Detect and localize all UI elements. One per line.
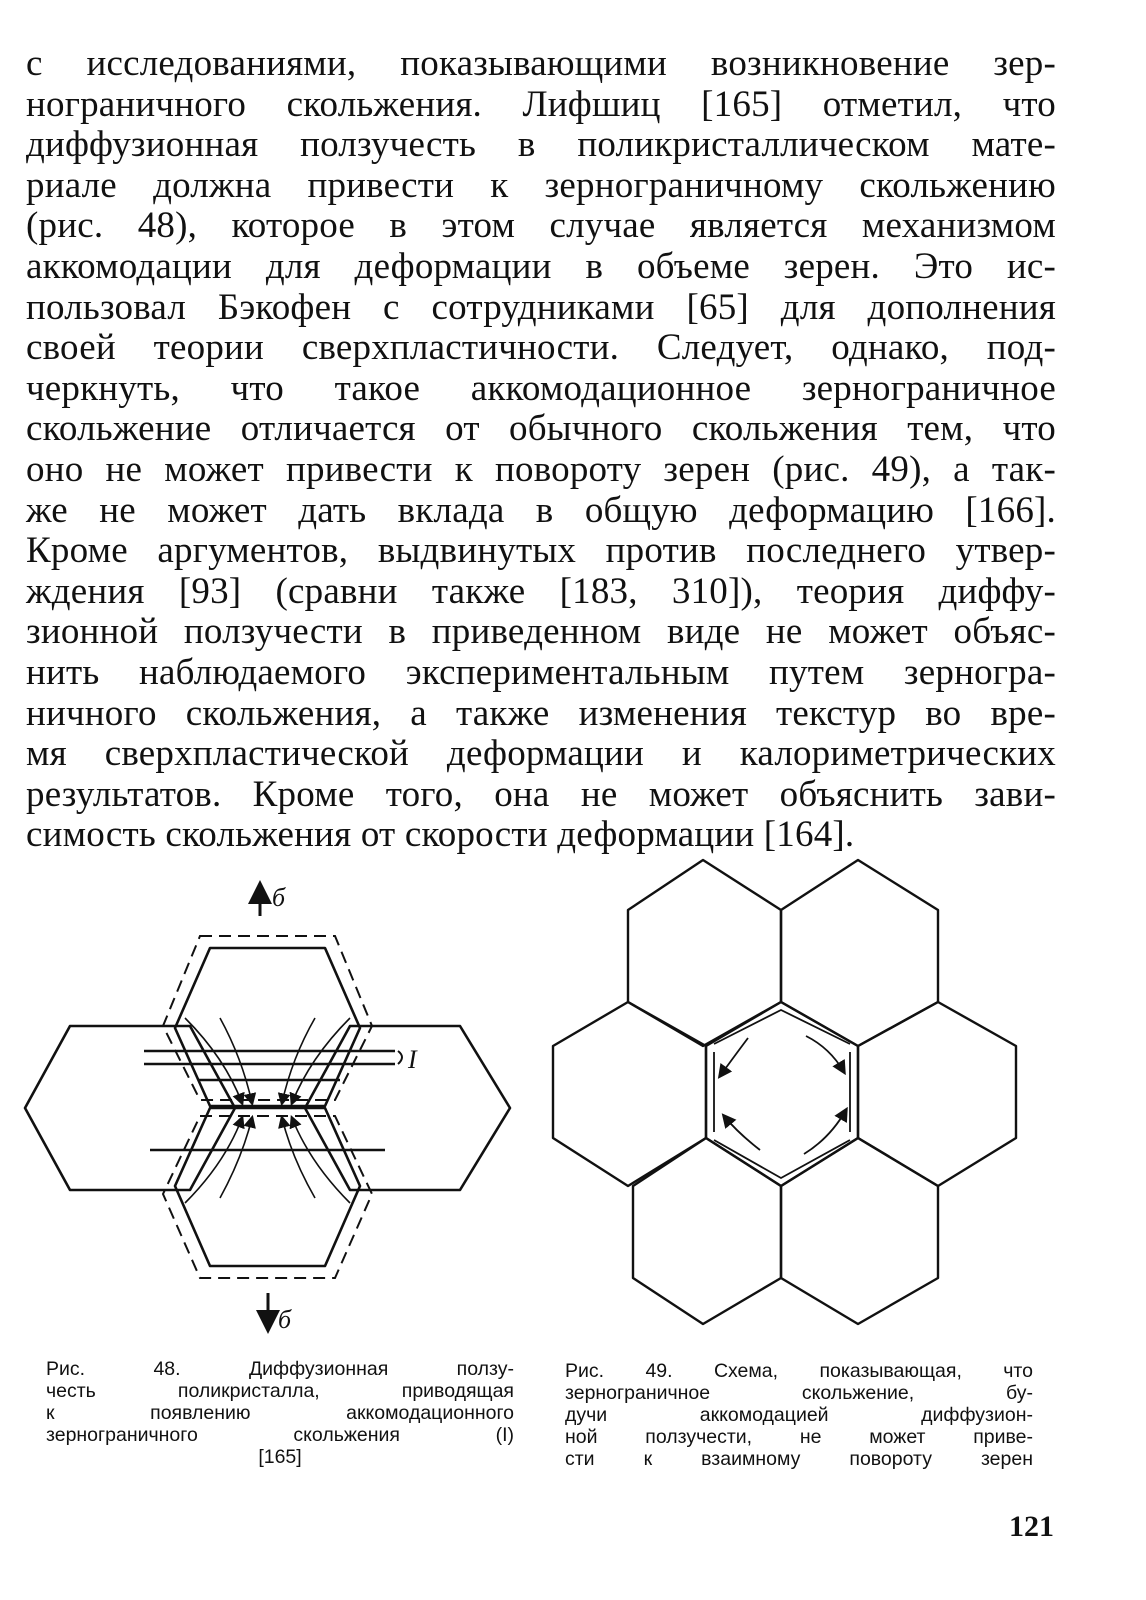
body-paragraph (26, 44, 1056, 856)
text-line: результатов. Кроме того, она не может объяснить зави- (26, 773, 1056, 815)
caption-line: Рис. 48. Диффузионная ползу- (46, 1358, 514, 1380)
figure-49-caption (565, 1360, 1033, 1470)
caption-line: Рис. 49. Схема, показывающая, что (565, 1360, 1033, 1382)
caption-line: [165] (258, 1446, 302, 1468)
text-line: скольжение отличается от обычного скольжения тем, что (26, 408, 1056, 450)
text-line: ждения [93] (сравни также [183, 310]), теория диффу- (26, 570, 1056, 612)
text-line: аккомодации для деформации в объеме зерен. Это ис- (26, 245, 1056, 287)
text-line: пользовал Бэкофен с сотрудниками [65] для дополнения (26, 286, 1056, 328)
grain-center (706, 1002, 858, 1186)
text-line: с исследованиями, показывающими возникновение зер- (26, 43, 1056, 84)
region-I-label: I (408, 1045, 417, 1074)
grain-right (858, 1002, 1016, 1186)
caption-line: дучи аккомодацией диффузион- (565, 1404, 1033, 1426)
text-line: нить наблюдаемого экспериментальным путем зерногра- (26, 651, 1056, 693)
text-line: мя сверхпластической деформации и калориметрических (26, 733, 1056, 775)
stress-top-label: б (272, 883, 286, 912)
text-line: ничного скольжения, а также изменения текстур во вре- (26, 692, 1056, 734)
caption-line: зернограничное скольжение, бу- (565, 1382, 1033, 1404)
grain-top-dashed (163, 936, 372, 1100)
caption-line: к появлению аккомодационного (46, 1402, 514, 1424)
text-line: Кроме аргументов, выдвинутых против последнего утвер- (26, 530, 1056, 572)
caption-line: зернограничного скольжения (I) (46, 1424, 514, 1446)
figure-49-drawing (548, 858, 1038, 1328)
text-line: симость скольжения от скорости деформации [164]. (26, 814, 855, 856)
grain-top-right (781, 860, 938, 1046)
text-line: риале должна привести к зернограничному скольжению (26, 164, 1056, 206)
text-line: нограничного скольжения. Лифшиц [165] отметил, что (26, 83, 1056, 125)
figure-48-drawing (20, 868, 520, 1348)
text-line: зионной ползучести в приведенном виде не может объяс- (26, 611, 1056, 653)
text-line: черкнуть, что такое аккомодационное зернограничное (26, 367, 1056, 409)
grain-top-left (628, 860, 781, 1046)
figure-49-hexagonal-grains (548, 858, 1038, 1328)
caption-line: ной ползучести, не может приве- (565, 1426, 1033, 1448)
caption-line: честь поликристалла, приводящая (46, 1380, 514, 1402)
figure-48-diffusion-creep (20, 868, 520, 1348)
text-line: своей теории сверхпластичности. Следует, однако, под- (26, 327, 1056, 369)
text-line: же не может дать вклада в общую деформацию [166]. (26, 489, 1056, 531)
text-line: диффузионная ползучесть в поликристаллическом мате- (26, 124, 1056, 166)
caption-line: сти к взаимному повороту зерен (565, 1448, 1033, 1470)
text-line: оно не может привести к повороту зерен (рис. 49), а так- (26, 448, 1056, 490)
text-line: (рис. 48), которое в этом случае является механизмом (26, 205, 1056, 247)
page-number: 121 (1009, 1510, 1054, 1543)
stress-bottom-label: б (278, 1305, 292, 1334)
figure-48-caption (46, 1358, 514, 1468)
grain-left (553, 1002, 706, 1186)
grain-top (175, 948, 360, 1106)
grain-bottom (175, 1108, 360, 1266)
